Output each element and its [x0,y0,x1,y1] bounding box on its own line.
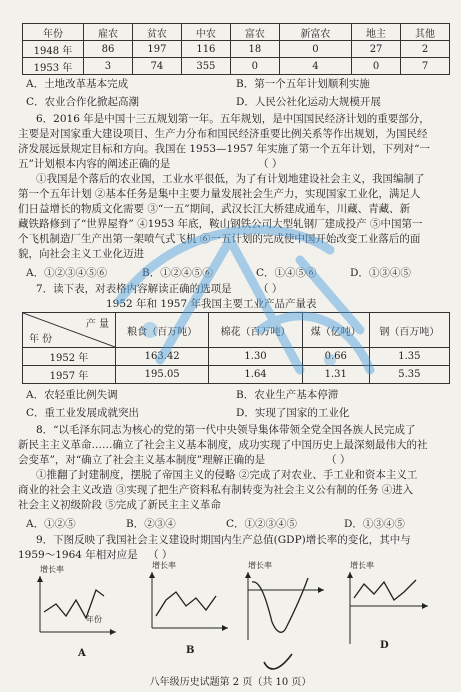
q7-table-corner [23,313,116,348]
q7-table [22,312,450,384]
q5-table-cell: 1948 年 [23,41,84,58]
q5-table-cell: 年份 [23,24,84,41]
q5-table-cell: 2 [401,41,450,58]
q6-answer-paren: （ ） [258,158,283,170]
q7-table-cell: 5.35 [369,366,449,384]
q6-text-line: 貌，向社会主义工业化迈进 [18,248,144,260]
q7-table-header: 粮食（百万吨） [116,313,209,348]
q7-table-cell: 1957 年 [23,366,116,384]
q5-option-c: C．农业合作化掀起高潮 [26,96,140,108]
q8-option-d: D．①③④⑤ [344,518,405,530]
q7-table-row [23,366,450,384]
q7-table-header: 煤（亿吨） [302,313,369,348]
q8-text-line: 商业的社会主义改造 ③实现了把生产资料私有制转变为社会主义公有制的任务 ④进入 [18,484,414,496]
q6-text-line: ①我国是个落后的农业国，工业水平很低，为了有计划地建设社会主义，我国编制了 [36,173,425,185]
q5-table-cell: 116 [181,41,230,58]
chart-d-label: D [380,640,389,651]
q5-option-b: B．第一个五年计划顺利实施 [236,78,370,90]
q5-table-cell: 贫农 [132,24,181,41]
q7-table-cell: 1.31 [302,366,369,384]
q7-table-title: 1952 年和 1957 年我国主要工业产品产量表 [106,298,317,310]
q8-answer-paren: （ ） [326,454,351,466]
q7-table-cell: 195.05 [116,366,209,384]
chart-d [340,570,432,650]
q5-table-cell: 中农 [181,24,230,41]
q5-table-cell: 地主 [352,24,401,41]
q6-option-c: C．①④⑤⑥ [256,267,317,279]
q8-text-line: 8．“以毛泽东同志为核心的党的第一代中央领导集体带领全党全国各族人民完成了 [36,424,416,436]
q5-table-cell: 0 [230,58,279,75]
chart-a [30,574,120,644]
chart-b [142,570,232,640]
q7-stem: 7．读下表，对表格内容解读正确的选项是 [36,283,232,295]
q7-table-header: 钢（百万吨） [369,313,449,348]
q7-option-a: A．农轻重比例失调 [26,389,118,401]
chart-d-ylabel: 增长率 [350,561,374,570]
q5-table-cell: 0 [352,58,401,75]
q5-table-cell: 74 [132,58,181,75]
q7-table-cell: 1.30 [209,348,302,366]
q8-option-b: B．②③④ [126,518,176,530]
q6-text-line: 们日益增长的物质文化需要 ③“一五”期间，武汉长江大桥建成通车，川藏、青藏、新 [18,203,411,215]
q5-table [22,23,450,75]
q6-option-b: B．①②④⑤⑥ [142,267,213,279]
q6-text-line: 个飞机制造厂生产出第一架喷气式飞机 ⑥一五计划的完成使中国开始改变工业落后的面 [18,233,421,245]
page-footer: 八年级历史试题第 2 页（共 10 页） [149,677,312,688]
q7-table-cell: 1.64 [209,366,302,384]
q6-text-line: 第一个五年计划 ②基本任务是集中主要力量发展社会生产力，实现国家工业化，满足人 [18,188,421,200]
q5-table-row [23,58,450,75]
q5-table-row [23,41,450,58]
q5-option-d: D．人民公社化运动大规模开展 [236,96,381,108]
q7-option-c: C．重工业发展成就突出 [26,407,140,419]
q8-text-line: 社会主义初级阶段 ⑤完成了新民主主义革命 [18,499,221,511]
q5-table-cell: 3 [84,58,133,75]
q7-option-b: B．农业生产基本停滞 [236,389,339,401]
q5-table-cell: 4 [279,58,351,75]
chart-b-ylabel: 增长率 [152,561,176,570]
q5-table-cell: 其他 [401,24,450,41]
corner-top-label: 产 量 [85,319,109,330]
q8-text-line: 会变革”，对“确立了社会主义基本制度”理解正确的是 [18,454,266,466]
q5-table-cell: 18 [230,41,279,58]
q7-table-row [23,348,450,366]
q7-table-cell: 1952 年 [23,348,116,366]
q6-text-line: 6．2016 年是中国十三五规划第一年。五年规划，是中国国民经济计划的重要部分， [36,113,430,125]
q9-text-line: 9．下图反映了我国社会主义建设时期国内生产总值(GDP)增长率的变化，其中与 [36,534,411,546]
chart-a-xlabel: 年份 [86,615,102,624]
chart-c [236,570,328,680]
q7-table-cell: 1.35 [369,348,449,366]
chart-a-ylabel: 增长率 [40,565,64,574]
q5-table-cell: 27 [352,41,401,58]
q5-table-cell: 0 [279,41,351,58]
q7-table-cell: 163.42 [116,348,209,366]
q7-table-header: 棉花（百万吨） [209,313,302,348]
chart-c-ylabel: 增长率 [248,561,272,570]
q8-text-line: ①推翻了封建制度，摆脱了帝国主义的侵略 ②完成了对农业、手工业和资本主义工 [36,469,418,481]
q9-answer-paren: （ ） [148,549,173,561]
q5-table-cell: 雇农 [84,24,133,41]
q6-text-line: 五”计划根本内容的阐述正确的是 [18,158,171,170]
chart-a-label: A [78,648,86,659]
q6-text-line: 济发展远景规定目标和方向。我国在 1953—1957 年实施了第一个五年计划，下列对“一 [18,143,430,155]
q5-table-cell: 86 [84,41,133,58]
q7-answer-paren: （ ） [258,283,283,295]
q5-table-cell: 355 [181,58,230,75]
q5-table-cell: 197 [132,41,181,58]
q8-option-c: C．①②③④⑤ [226,518,298,530]
q8-text-line: 新民主主义革命……确立了社会主义基本制度，成功实现了中国历史上最深刻最伟大的社 [18,439,428,451]
q9-text-line: 1959～1964 年相对应是 [18,549,138,561]
q5-table-cell: 富农 [230,24,279,41]
corner-bottom-label: 年 份 [29,334,53,345]
q5-table-cell: 1953 年 [23,58,84,75]
q7-table-header-row [23,313,450,348]
q7-table-cell: 0.66 [302,348,369,366]
q6-text-line: 主要是对国家重大建设项目、生产力分布和国民经济重要比例关系等作出规划，为国民经 [18,128,428,140]
q6-option-d: D．①③④⑤ [350,267,411,279]
q5-option-a: A．土地改革基本完成 [26,78,129,90]
q5-table-cell: 7 [401,58,450,75]
q7-option-d: D．实现了国家的工业化 [236,407,350,419]
q6-option-a: A．①②③④⑤⑥ [26,267,108,279]
q5-table-header-row [23,24,450,41]
chart-b-label: B [186,645,195,656]
q8-option-a: A．①②⑤ [26,518,76,530]
q6-text-line: 藏铁路修到了“世界屋脊” ④1953 年底，鞍山钢铁公司大型轧钢厂建成投产 ⑤中国第一 [18,218,423,230]
q5-table-cell: 新富农 [279,24,351,41]
